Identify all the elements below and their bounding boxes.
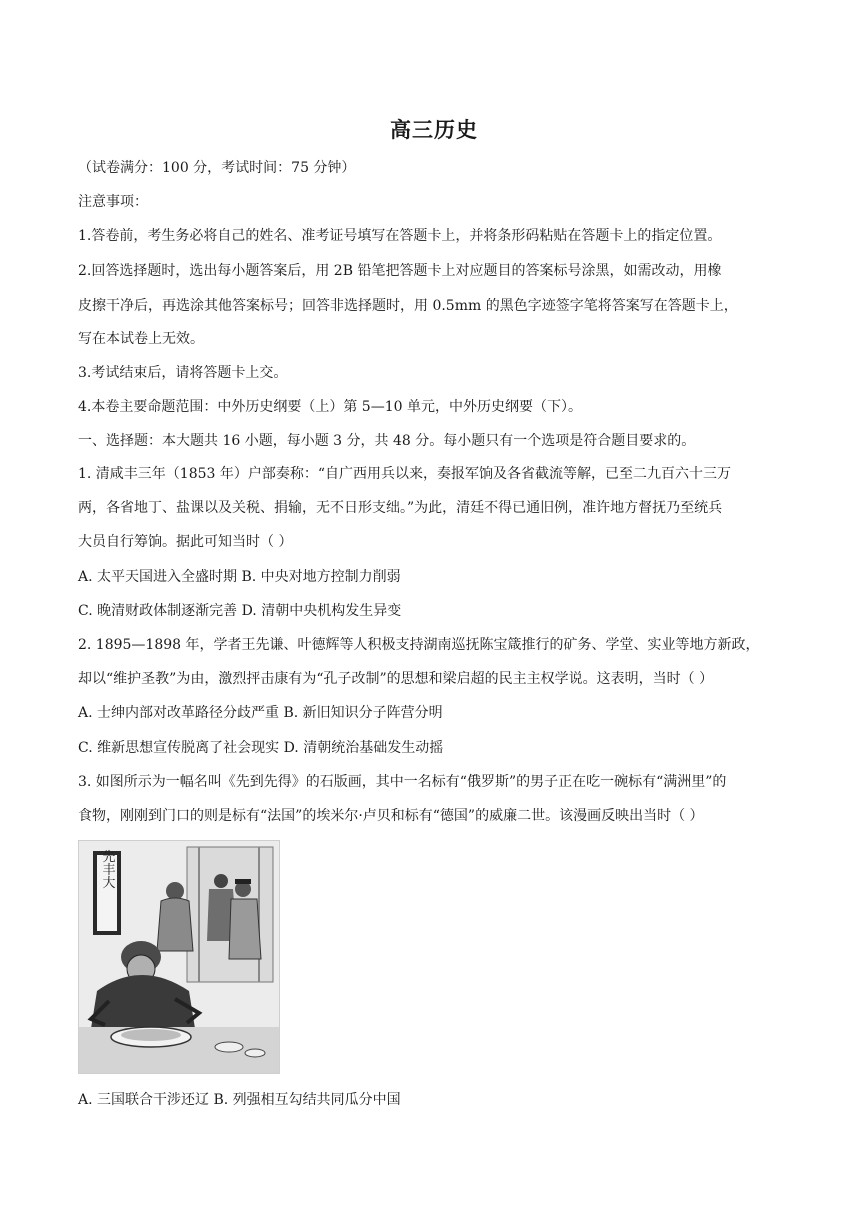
q3-options-row-1: A. 三国联合干涉还辽 B. 列强相互勾结共同瓜分中国	[78, 1092, 401, 1108]
note-item-2-line-3: 写在本试卷上无效。	[78, 331, 204, 347]
q1-options-row-1: A. 太平天国进入全盛时期 B. 中央对地方控制力削弱	[78, 569, 401, 585]
q3-stem-line-1: 3. 如图所示为一幅名叫《先到先得》的石版画，其中一名标有“俄罗斯”的男子正在吃一碗标有“满洲里”的	[78, 774, 727, 790]
q1-stem-line-3: 大员自行筹饷。据此可知当时（ ）	[78, 534, 293, 550]
q2-options-row-1: A. 士绅内部对改革路径分歧严重 B. 新旧知识分子阵营分明	[78, 705, 443, 721]
cartoon-sign-text: 先丰大	[99, 849, 115, 889]
page-title: 高三历史	[390, 118, 478, 142]
note-item-2-line-1: 2.回答选择题时，选出每小题答案后，用 2B 铅笔把答题卡上对应题目的答案标号涂黑，如需改动，用橡	[78, 263, 722, 279]
note-item-3: 3.考试结束后，请将答题卡上交。	[78, 365, 288, 381]
q2-options-row-2: C. 维新思想宣传脱离了社会现实 D. 清朝统治基础发生动摇	[78, 740, 444, 756]
q2-stem-line-2: 却以“维护圣教”为由，激烈抨击康有为“孔子改制”的思想和梁启超的民主主权学说。这表明，当时（ ）	[78, 671, 714, 687]
cartoon-illustration	[79, 841, 279, 1073]
notes-heading: 注意事项：	[78, 194, 148, 210]
note-item-2-line-2: 皮擦干净后，再选涂其他答案标号；回答非选择题时，用 0.5mm 的黑色字迹签字笔将答案写在答题卡上，	[78, 298, 738, 314]
q1-stem-line-2: 两，各省地丁、盐课以及关税、捐输，无不日形支绌。”为此，清廷不得已通旧例，准许地方督抚乃至统兵	[78, 500, 723, 516]
q2-stem-line-1: 2. 1895—1898 年，学者王先谦、叶德辉等人积极支持湖南巡抚陈宝箴推行的矿务、学堂、实业等地方新政，	[78, 637, 760, 653]
note-item-4: 4.本卷主要命题范围：中外历史纲要（上）第 5—10 单元，中外历史纲要（下）。	[78, 399, 582, 415]
q1-options-row-2: C. 晚清财政体制逐渐完善 D. 清朝中央机构发生异变	[78, 603, 402, 619]
q1-stem-line-1: 1. 清咸丰三年（1853 年）户部奏称：“自广西用兵以来，奏报军饷及各省截流等解，已至二九百六十三万	[78, 466, 732, 482]
exam-info: （试卷满分：100 分，考试时间：75 分钟）	[78, 160, 356, 176]
cartoon-image	[78, 840, 280, 1074]
q3-stem-line-2: 食物，刚刚到门口的则是标有“法国”的埃米尔·卢贝和标有“德国”的威廉二世。该漫画反映出当时（ ）	[78, 808, 704, 824]
section-heading: 一、选择题：本大题共 16 小题，每小题 3 分，共 48 分。每小题只有一个选项是符合题目要求的。	[78, 433, 696, 449]
note-item-1: 1.答卷前，考生务必将自己的姓名、准考证号填写在答题卡上，并将条形码粘贴在答题卡上的指定位置。	[78, 228, 722, 244]
